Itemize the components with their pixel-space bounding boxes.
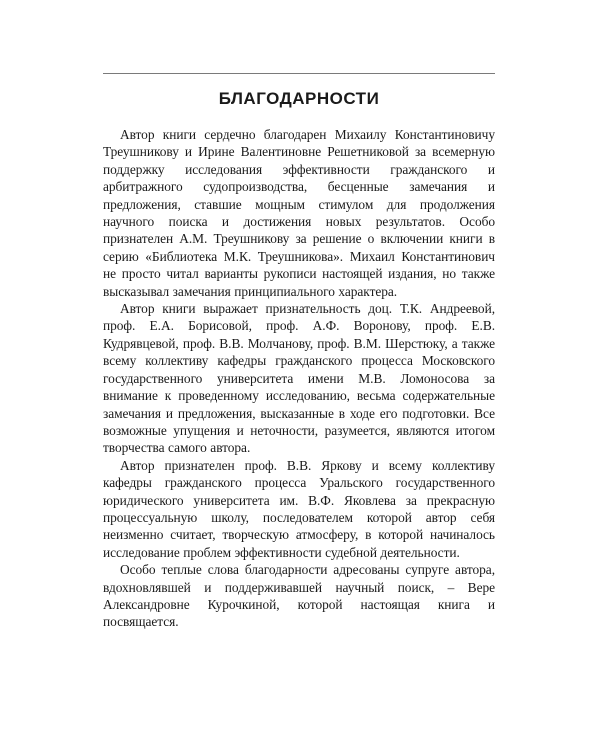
paragraph-4: Особо теплые слова благодарности адресованы супруге автора, вдохновлявшей и поддерживавшей научный поиск, – Вере Александровне Курочкиной, которой настоящая книга и посвящается. <box>103 562 495 630</box>
paragraph-3: Автор признателен проф. В.В. Яркову и всему коллективу кафедры гражданского процесса Уральского государственного юридического университета им. В.Ф. Яковлева за прекрасную процессуальную школу, последователем которой автор себя неизменно считает, творческую атмосферу, в которой начиналось исследование проблем эффективности судебной деятельности. <box>103 457 495 560</box>
header-rule <box>103 73 495 74</box>
paragraph-2: Автор книги выражает признательность доц. Т.К. Андреевой, проф. Е.А. Борисовой, проф. А.Ф. Воронову, проф. Е.В. Кудрявцевой, проф. В.В. Молчанову, проф. В.М. Шерстюку, а также всему коллективу кафедры гражданского процесса Московского государственного университета имени М.В. Ломоносова за внимание к проведенному исследованию, весьма содержательные замечания и предложения, высказанные в ходе его подготовки. Все возможные упущения и неточности, разумеется, являются итогом творчества самого автора. <box>103 301 495 456</box>
page-heading: БЛАГОДАРНОСТИ <box>218 89 380 108</box>
acknowledgements-body <box>103 126 495 631</box>
paragraph-1: Автор книги сердечно благодарен Михаилу Константиновичу Треушникову и Ирине Валентиновне Решетниковой за всемерную поддержку исследования эффективности гражданского и арбитражного судопроизводства, бесценные замечания и предложения, ставшие мощным стимулом для продолжения научного поиска и достижения новых результатов. Особо признателен А.М. Треушникову за решение о включении книги в серию «Библиотека М.К. Треушникова». Михаил Константинович не просто читал варианты рукописи настоящей издания, но также высказывал замечания принципиального характера. <box>103 127 495 299</box>
